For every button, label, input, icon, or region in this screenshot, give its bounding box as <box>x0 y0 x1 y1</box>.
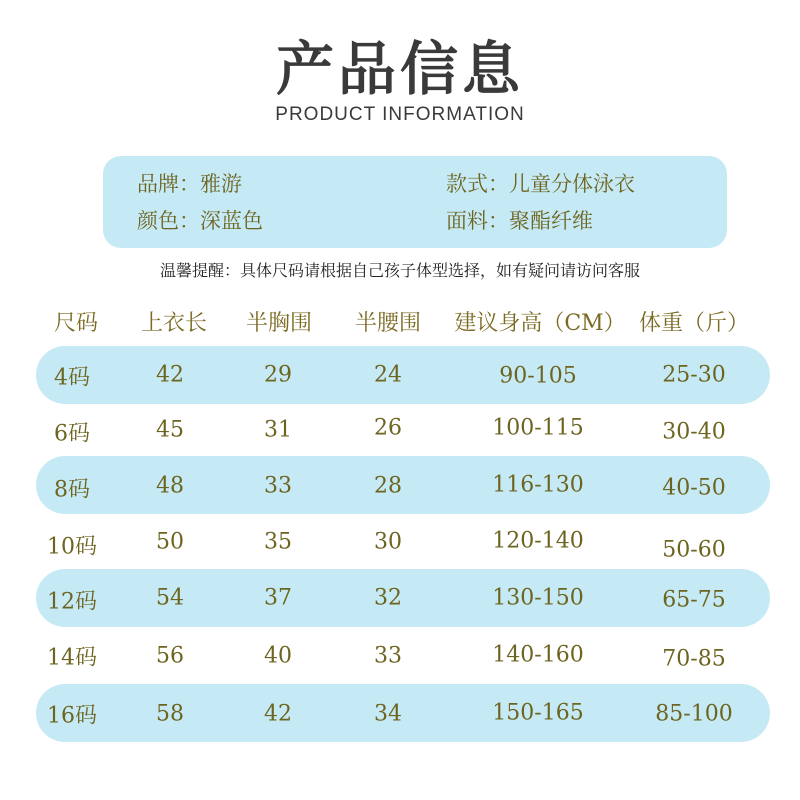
table-cell: 116-130 <box>492 472 584 498</box>
table-cell: 35 <box>264 529 292 555</box>
table-cell: 50 <box>156 529 184 555</box>
color-info: 颜色：深蓝色 <box>137 209 263 233</box>
brand-info: 品牌：雅游 <box>137 172 242 196</box>
column-header-half-waist: 半腰围 <box>354 311 422 336</box>
page-subtitle: PRODUCT INFORMATION <box>275 104 525 125</box>
style-info: 款式：儿童分体泳衣 <box>446 172 635 196</box>
table-cell: 140-160 <box>492 642 584 668</box>
product-info-box <box>103 156 727 248</box>
row-highlight <box>36 569 770 627</box>
table-cell: 120-140 <box>492 528 584 554</box>
table-cell: 30-40 <box>662 419 726 445</box>
column-header-top-length: 上衣长 <box>140 311 208 336</box>
table-cell-size: 4码 <box>54 365 90 391</box>
row-highlight <box>36 456 770 514</box>
table-cell: 48 <box>156 473 184 499</box>
table-cell-size: 14码 <box>47 645 97 671</box>
page-title: 产品信息 <box>275 35 524 103</box>
table-cell: 26 <box>374 415 402 441</box>
table-cell-size: 6码 <box>54 421 90 447</box>
size-notice: 温馨提醒：具体尺码请根据自己孩子体型选择，如有疑问请访问客服 <box>159 261 640 280</box>
table-cell: 40-50 <box>662 475 726 501</box>
table-cell: 65-75 <box>662 587 726 613</box>
table-cell: 54 <box>156 585 184 611</box>
table-cell: 25-30 <box>662 362 726 388</box>
table-cell: 85-100 <box>655 701 733 727</box>
table-cell-size: 8码 <box>54 477 90 503</box>
table-cell: 24 <box>374 362 402 388</box>
table-cell-size: 16码 <box>47 703 97 729</box>
column-header-half-chest: 半胸围 <box>245 311 313 336</box>
table-cell: 150-165 <box>492 700 584 726</box>
table-cell: 42 <box>264 701 292 727</box>
table-cell-size: 12码 <box>47 589 97 615</box>
table-cell: 42 <box>156 362 184 388</box>
table-cell: 56 <box>156 643 184 669</box>
column-header-size: 尺码 <box>53 311 99 336</box>
table-cell: 37 <box>264 585 292 611</box>
table-cell: 34 <box>374 701 402 727</box>
table-cell: 33 <box>264 473 292 499</box>
table-cell: 58 <box>156 701 184 727</box>
table-cell: 45 <box>156 417 184 443</box>
table-cell: 70-85 <box>662 646 726 672</box>
table-cell: 32 <box>374 585 402 611</box>
fabric-info: 面料：聚酯纤维 <box>446 209 593 233</box>
column-header-weight: 体重（斤） <box>638 311 750 336</box>
table-cell: 33 <box>374 643 402 669</box>
row-highlight <box>36 346 770 404</box>
table-cell: 29 <box>264 362 292 388</box>
table-cell: 28 <box>374 473 402 499</box>
table-cell: 40 <box>264 643 292 669</box>
table-cell-size: 10码 <box>47 534 97 560</box>
table-cell: 50-60 <box>662 537 726 563</box>
table-cell: 30 <box>374 529 402 555</box>
column-header-height: 建议身高（CM） <box>454 311 626 336</box>
table-cell: 90-105 <box>499 363 577 389</box>
table-cell: 31 <box>264 417 292 443</box>
table-cell: 100-115 <box>492 415 584 441</box>
table-cell: 130-150 <box>492 585 584 611</box>
